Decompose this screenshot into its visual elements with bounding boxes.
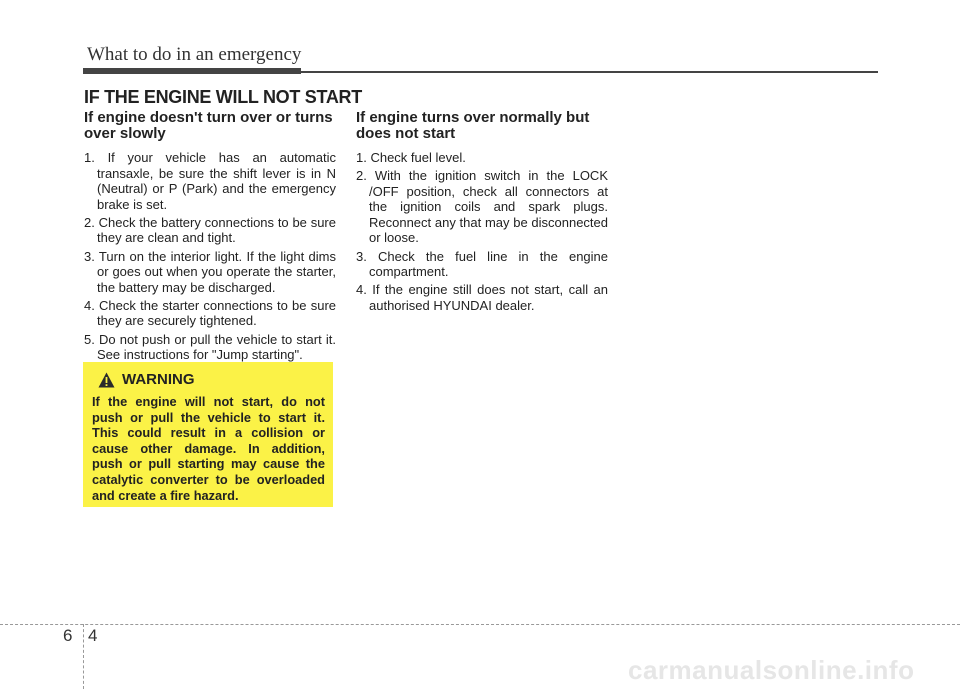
list-item: 5. Do not push or pull the vehicle to start it. See instructions for "Jump starting". (84, 331, 336, 363)
left-column (84, 110, 336, 365)
watermark: carmanualsonline.info (628, 655, 915, 685)
chapter-number: 6 (63, 626, 73, 645)
warning-text: If the engine will not start, do not push or pull the vehicle to start it. This could result in a collision or cause other damage. In addition, push or pull starting may cause the catalytic converter to be overloaded and create a fire hazard. (92, 394, 325, 503)
list-item: 3. Turn on the interior light. If the light dims or goes out when you operate the starter, the battery may be discharged. (84, 248, 336, 295)
list-item: 4. Check the starter connections to be sure they are securely tightened. (84, 297, 336, 329)
warning-triangle-icon (98, 372, 115, 388)
right-steps-list (356, 150, 608, 313)
page-number: 4 (88, 626, 98, 645)
left-steps-list (84, 150, 336, 363)
list-item: 2. Check the battery connections to be sure they are clean and tight. (84, 214, 336, 246)
warning-header (92, 371, 325, 388)
running-header-title: What to do in an emergency (87, 44, 302, 65)
warning-box (83, 362, 333, 507)
warning-title: WARNING (122, 371, 195, 388)
right-column-heading: If engine turns over normally but does not start (356, 109, 590, 142)
footer-rule (0, 624, 960, 625)
header-bar (83, 68, 301, 74)
footer-vertical-rule (83, 624, 84, 689)
left-column-heading: If engine doesn't turn over or turns over slowly (84, 109, 333, 142)
list-item: 3. Check the fuel line in the engine compartment. (356, 248, 608, 280)
list-item: 1. Check fuel level. (356, 150, 466, 165)
header-rule (301, 71, 878, 73)
right-column (356, 110, 608, 316)
section-title: IF THE ENGINE WILL NOT START (84, 87, 362, 107)
list-item: 1. If your vehicle has an automatic transaxle, be sure the shift lever is in N (Neutral) or P (Park) and the emergency brake is set. (84, 150, 336, 212)
list-item: 4. If the engine still does not start, call an authorised HYUNDAI dealer. (356, 282, 608, 313)
list-item: 2. With the ignition switch in the LOCK /OFF position, check all connectors at the ignition coils and spark plugs. Reconnect any that may be disconnected or loose. (356, 168, 608, 246)
